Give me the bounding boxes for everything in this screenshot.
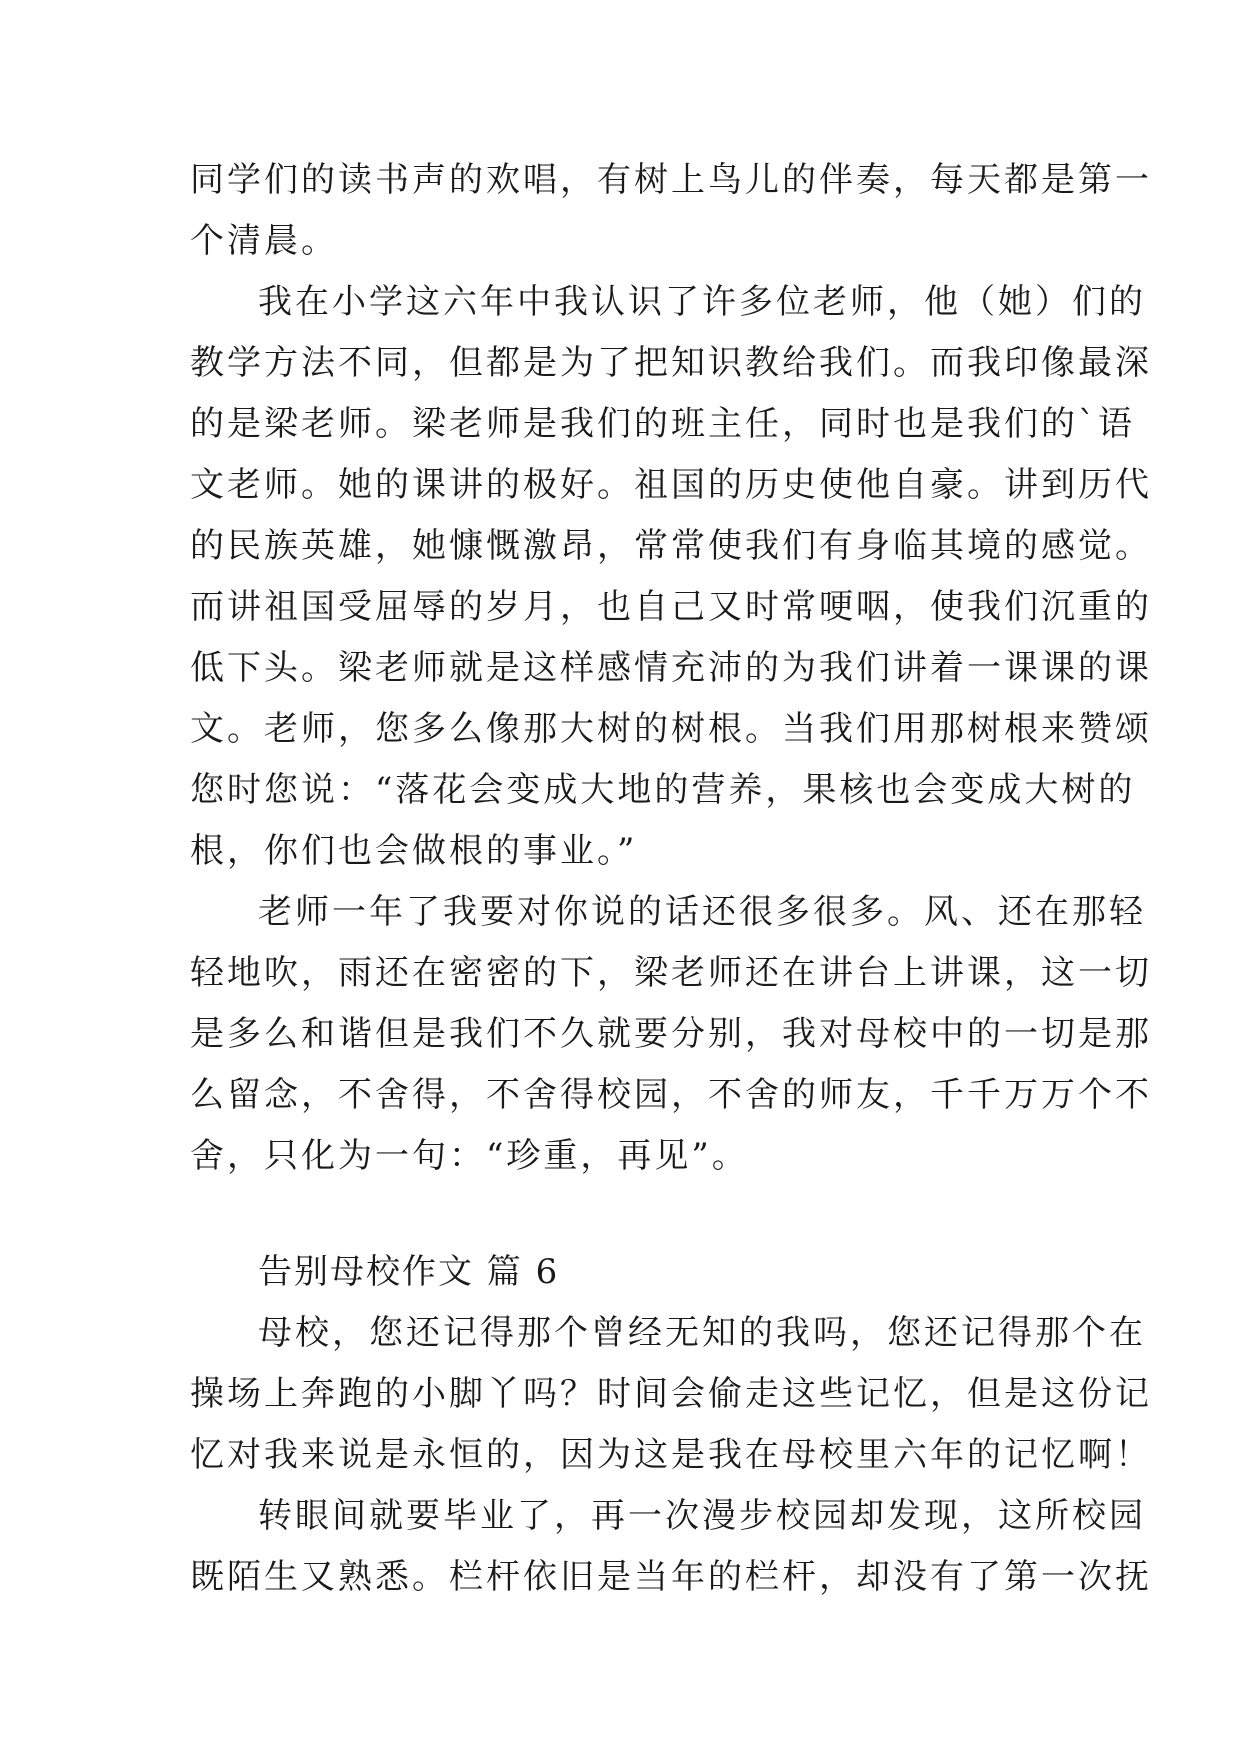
text-line: 的民族英雄，她慷慨激昂，常常使我们有身临其境的感觉。 xyxy=(190,526,1152,566)
text-line: 个清晨。 xyxy=(190,221,338,261)
text-line: 么留念，不舍得，不舍得校园，不舍的师友，千千万万个不 xyxy=(190,1075,1152,1115)
text-line: 轻地吹，雨还在密密的下，梁老师还在讲台上讲课，这一切 xyxy=(190,953,1152,993)
text-line: 根，你们也会做根的事业。” xyxy=(190,831,638,871)
text-line: 转眼间就要毕业了，再一次漫步校园却发现，这所校园 xyxy=(258,1496,1146,1536)
paragraph-5 xyxy=(190,1486,1152,1608)
text-line: 是多么和谐但是我们不久就要分别，我对母校中的一切是那 xyxy=(190,1014,1152,1054)
section-gap xyxy=(190,1187,1070,1242)
text-line: 的是梁老师。梁老师是我们的班主任，同时也是我们的`语 xyxy=(190,404,1135,444)
text-line: 低下头。梁老师就是这样感情充沛的为我们讲着一课课的课 xyxy=(190,648,1152,688)
text-line: 我在小学这六年中我认识了许多位老师，他（她）们的 xyxy=(258,282,1146,322)
section-heading: 告别母校作文 篇 6 xyxy=(258,1252,560,1292)
paragraph-4 xyxy=(190,1303,1152,1486)
text-line: 而讲祖国受屈辱的岁月，也自己又时常哽咽，使我们沉重的 xyxy=(190,587,1152,627)
text-line: 母校，您还记得那个曾经无知的我吗，您还记得那个在 xyxy=(258,1313,1146,1353)
text-line: 舍，只化为一句：“珍重，再见”。 xyxy=(190,1136,749,1176)
text-line: 教学方法不同，但都是为了把知识教给我们。而我印像最深 xyxy=(190,343,1152,383)
text-line: 老师一年了我要对你说的话还很多很多。风、还在那轻 xyxy=(258,892,1146,932)
text-line: 文老师。她的课讲的极好。祖国的历史使他自豪。讲到历代 xyxy=(190,465,1152,505)
text-line: 操场上奔跑的小脚丫吗？时间会偷走这些记忆，但是这份记 xyxy=(190,1374,1152,1414)
text-line: 您时您说：“落花会变成大地的营养，果核也会变成大树的 xyxy=(190,770,1136,810)
paragraph-1 xyxy=(190,150,1152,272)
text-line: 文。老师，您多么像那大树的树根。当我们用那树根来赞颂 xyxy=(190,709,1152,749)
text-line: 忆对我来说是永恒的，因为这是我在母校里六年的记忆啊！ xyxy=(190,1435,1152,1475)
text-line: 同学们的读书声的欢唱，有树上鸟儿的伴奏，每天都是第一 xyxy=(190,160,1152,200)
document-body xyxy=(190,150,1152,1608)
paragraph-2 xyxy=(190,272,1152,882)
paragraph-3 xyxy=(190,882,1152,1187)
text-line: 既陌生又熟悉。栏杆依旧是当年的栏杆，却没有了第一次抚 xyxy=(190,1557,1152,1597)
